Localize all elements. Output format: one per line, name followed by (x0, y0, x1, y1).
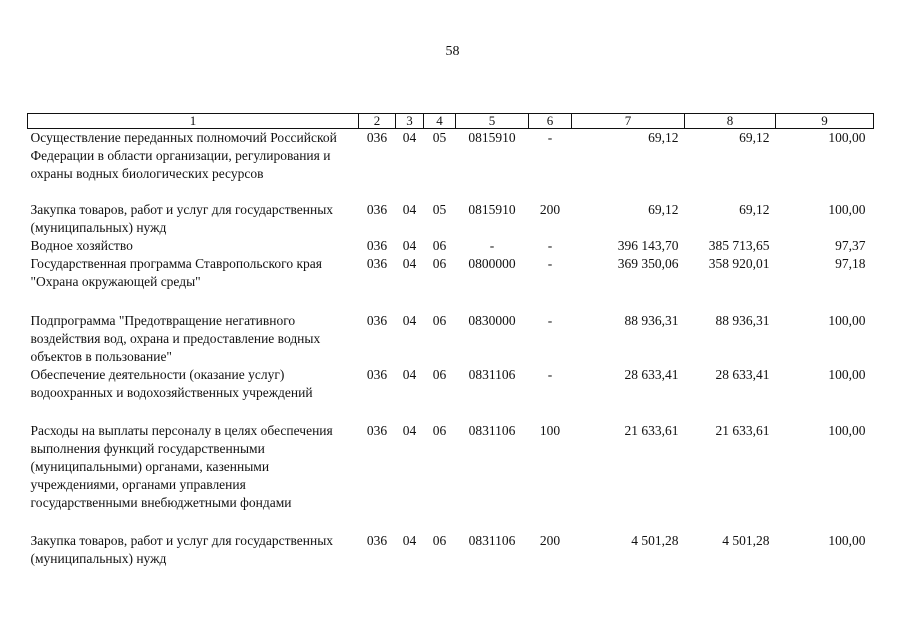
column-number-header: 6 (529, 114, 572, 129)
column-number-header: 4 (424, 114, 456, 129)
target-article-cell: - (489, 237, 495, 253)
section-code-cell: 04 (402, 255, 417, 271)
column-number-row (28, 114, 874, 129)
ministry-code-cell: 036 (366, 130, 388, 145)
percent-cell: 100,00 (828, 130, 866, 145)
subsection-code-cell: 06 (432, 312, 447, 328)
amount-cell: 385 713,65 (708, 237, 770, 253)
percent-cell: 100,00 (828, 532, 866, 548)
expense-type-cell: - (547, 366, 553, 382)
expense-type-cell: - (547, 130, 553, 145)
expense-name-cell: Подпрограмма "Предотвращение негативного воздействия вод, охрана и предоставление водных объектов в пользование" (30, 312, 321, 364)
section-code-cell: 04 (402, 130, 417, 145)
target-article-cell: 0831106 (468, 366, 516, 382)
table-row (28, 201, 874, 237)
percent-cell: 97,18 (835, 255, 866, 271)
subsection-code-cell: 05 (432, 130, 447, 145)
subsection-code-cell: 05 (432, 201, 447, 217)
amount-cell: 4 501,28 (631, 532, 679, 548)
amount-cell: 88 936,31 (624, 312, 679, 328)
ministry-code-cell: 036 (366, 312, 388, 328)
target-article-cell: 0815910 (468, 130, 516, 145)
section-code-cell: 04 (402, 532, 417, 548)
amount-cell: 69,12 (648, 201, 679, 217)
table-row (28, 532, 874, 568)
amount-cell: 369 350,06 (617, 255, 679, 271)
table-row (28, 255, 874, 312)
column-number-header: 2 (359, 114, 396, 129)
ministry-code-cell: 036 (366, 237, 388, 253)
expense-name-cell: Обеспечение деятельности (оказание услуг) водоохранных и водохозяйственных учреждений (30, 366, 313, 400)
section-code-cell: 04 (402, 237, 417, 253)
percent-cell: 100,00 (828, 422, 866, 438)
expense-name-cell: Государственная программа Ставропольского края "Охрана окружающей среды" (30, 255, 322, 289)
amount-cell: 4 501,28 (722, 532, 770, 548)
expense-type-cell: - (547, 312, 553, 328)
subsection-code-cell: 06 (432, 237, 447, 253)
subsection-code-cell: 06 (432, 255, 447, 271)
subsection-code-cell: 06 (432, 366, 447, 382)
percent-cell: 100,00 (828, 312, 866, 328)
section-code-cell: 04 (402, 366, 417, 382)
table-row (28, 312, 874, 366)
ministry-code-cell: 036 (366, 532, 388, 548)
amount-cell: 69,12 (739, 201, 770, 217)
column-number-header: 1 (28, 114, 359, 129)
amount-cell: 28 633,41 (624, 366, 679, 382)
section-code-cell: 04 (402, 201, 417, 217)
page-number: 58 (445, 44, 460, 59)
target-article-cell: 0815910 (468, 201, 516, 217)
percent-cell: 97,37 (835, 237, 866, 253)
target-article-cell: 0830000 (468, 312, 516, 328)
expense-name-cell: Расходы на выплаты персоналу в целях обеспечения выполнения функций государственными (муниципальными) органами, казенными учреждениями, органами управления государственными внебюджетными фондами (30, 422, 333, 510)
target-article-cell: 0800000 (468, 255, 516, 271)
expense-type-cell: 100 (539, 422, 561, 438)
subsection-code-cell: 06 (432, 532, 447, 548)
table-row (28, 237, 874, 255)
table-row (28, 366, 874, 422)
column-number-header: 8 (685, 114, 776, 129)
expense-name-cell: Закупка товаров, работ и услуг для государственных (муниципальных) нужд (30, 532, 334, 566)
amount-cell: 358 920,01 (708, 255, 770, 271)
column-number-header: 7 (572, 114, 685, 129)
percent-cell: 100,00 (828, 201, 866, 217)
section-code-cell: 04 (402, 422, 417, 438)
amount-cell: 88 936,31 (715, 312, 770, 328)
ministry-code-cell: 036 (366, 201, 388, 217)
target-article-cell: 0831106 (468, 422, 516, 438)
amount-cell: 69,12 (648, 130, 679, 145)
ministry-code-cell: 036 (366, 366, 388, 382)
amount-cell: 21 633,61 (624, 422, 679, 438)
subsection-code-cell: 06 (432, 422, 447, 438)
ministry-code-cell: 036 (366, 255, 388, 271)
amount-cell: 69,12 (739, 130, 770, 145)
amount-cell: 28 633,41 (715, 366, 770, 382)
expense-type-cell: - (547, 255, 553, 271)
ministry-code-cell: 036 (366, 422, 388, 438)
expense-type-cell: 200 (539, 201, 561, 217)
amount-cell: 396 143,70 (617, 237, 679, 253)
table-row (28, 422, 874, 532)
expense-name-cell: Водное хозяйство (30, 237, 133, 253)
amount-cell: 21 633,61 (715, 422, 770, 438)
table-row (28, 129, 874, 201)
column-number-header: 9 (776, 114, 874, 129)
target-article-cell: 0831106 (468, 532, 516, 548)
column-number-header: 5 (456, 114, 529, 129)
expense-name-cell: Закупка товаров, работ и услуг для государственных (муниципальных) нужд (30, 201, 334, 235)
budget-table (27, 113, 874, 568)
expense-type-cell: - (547, 237, 553, 253)
section-code-cell: 04 (402, 312, 417, 328)
percent-cell: 100,00 (828, 366, 866, 382)
expense-name-cell: Осуществление переданных полномочий Российской Федерации в области организации, регулирования и охраны водных биологических ресурсов (30, 130, 337, 181)
column-number-header: 3 (396, 114, 424, 129)
expense-type-cell: 200 (539, 532, 561, 548)
